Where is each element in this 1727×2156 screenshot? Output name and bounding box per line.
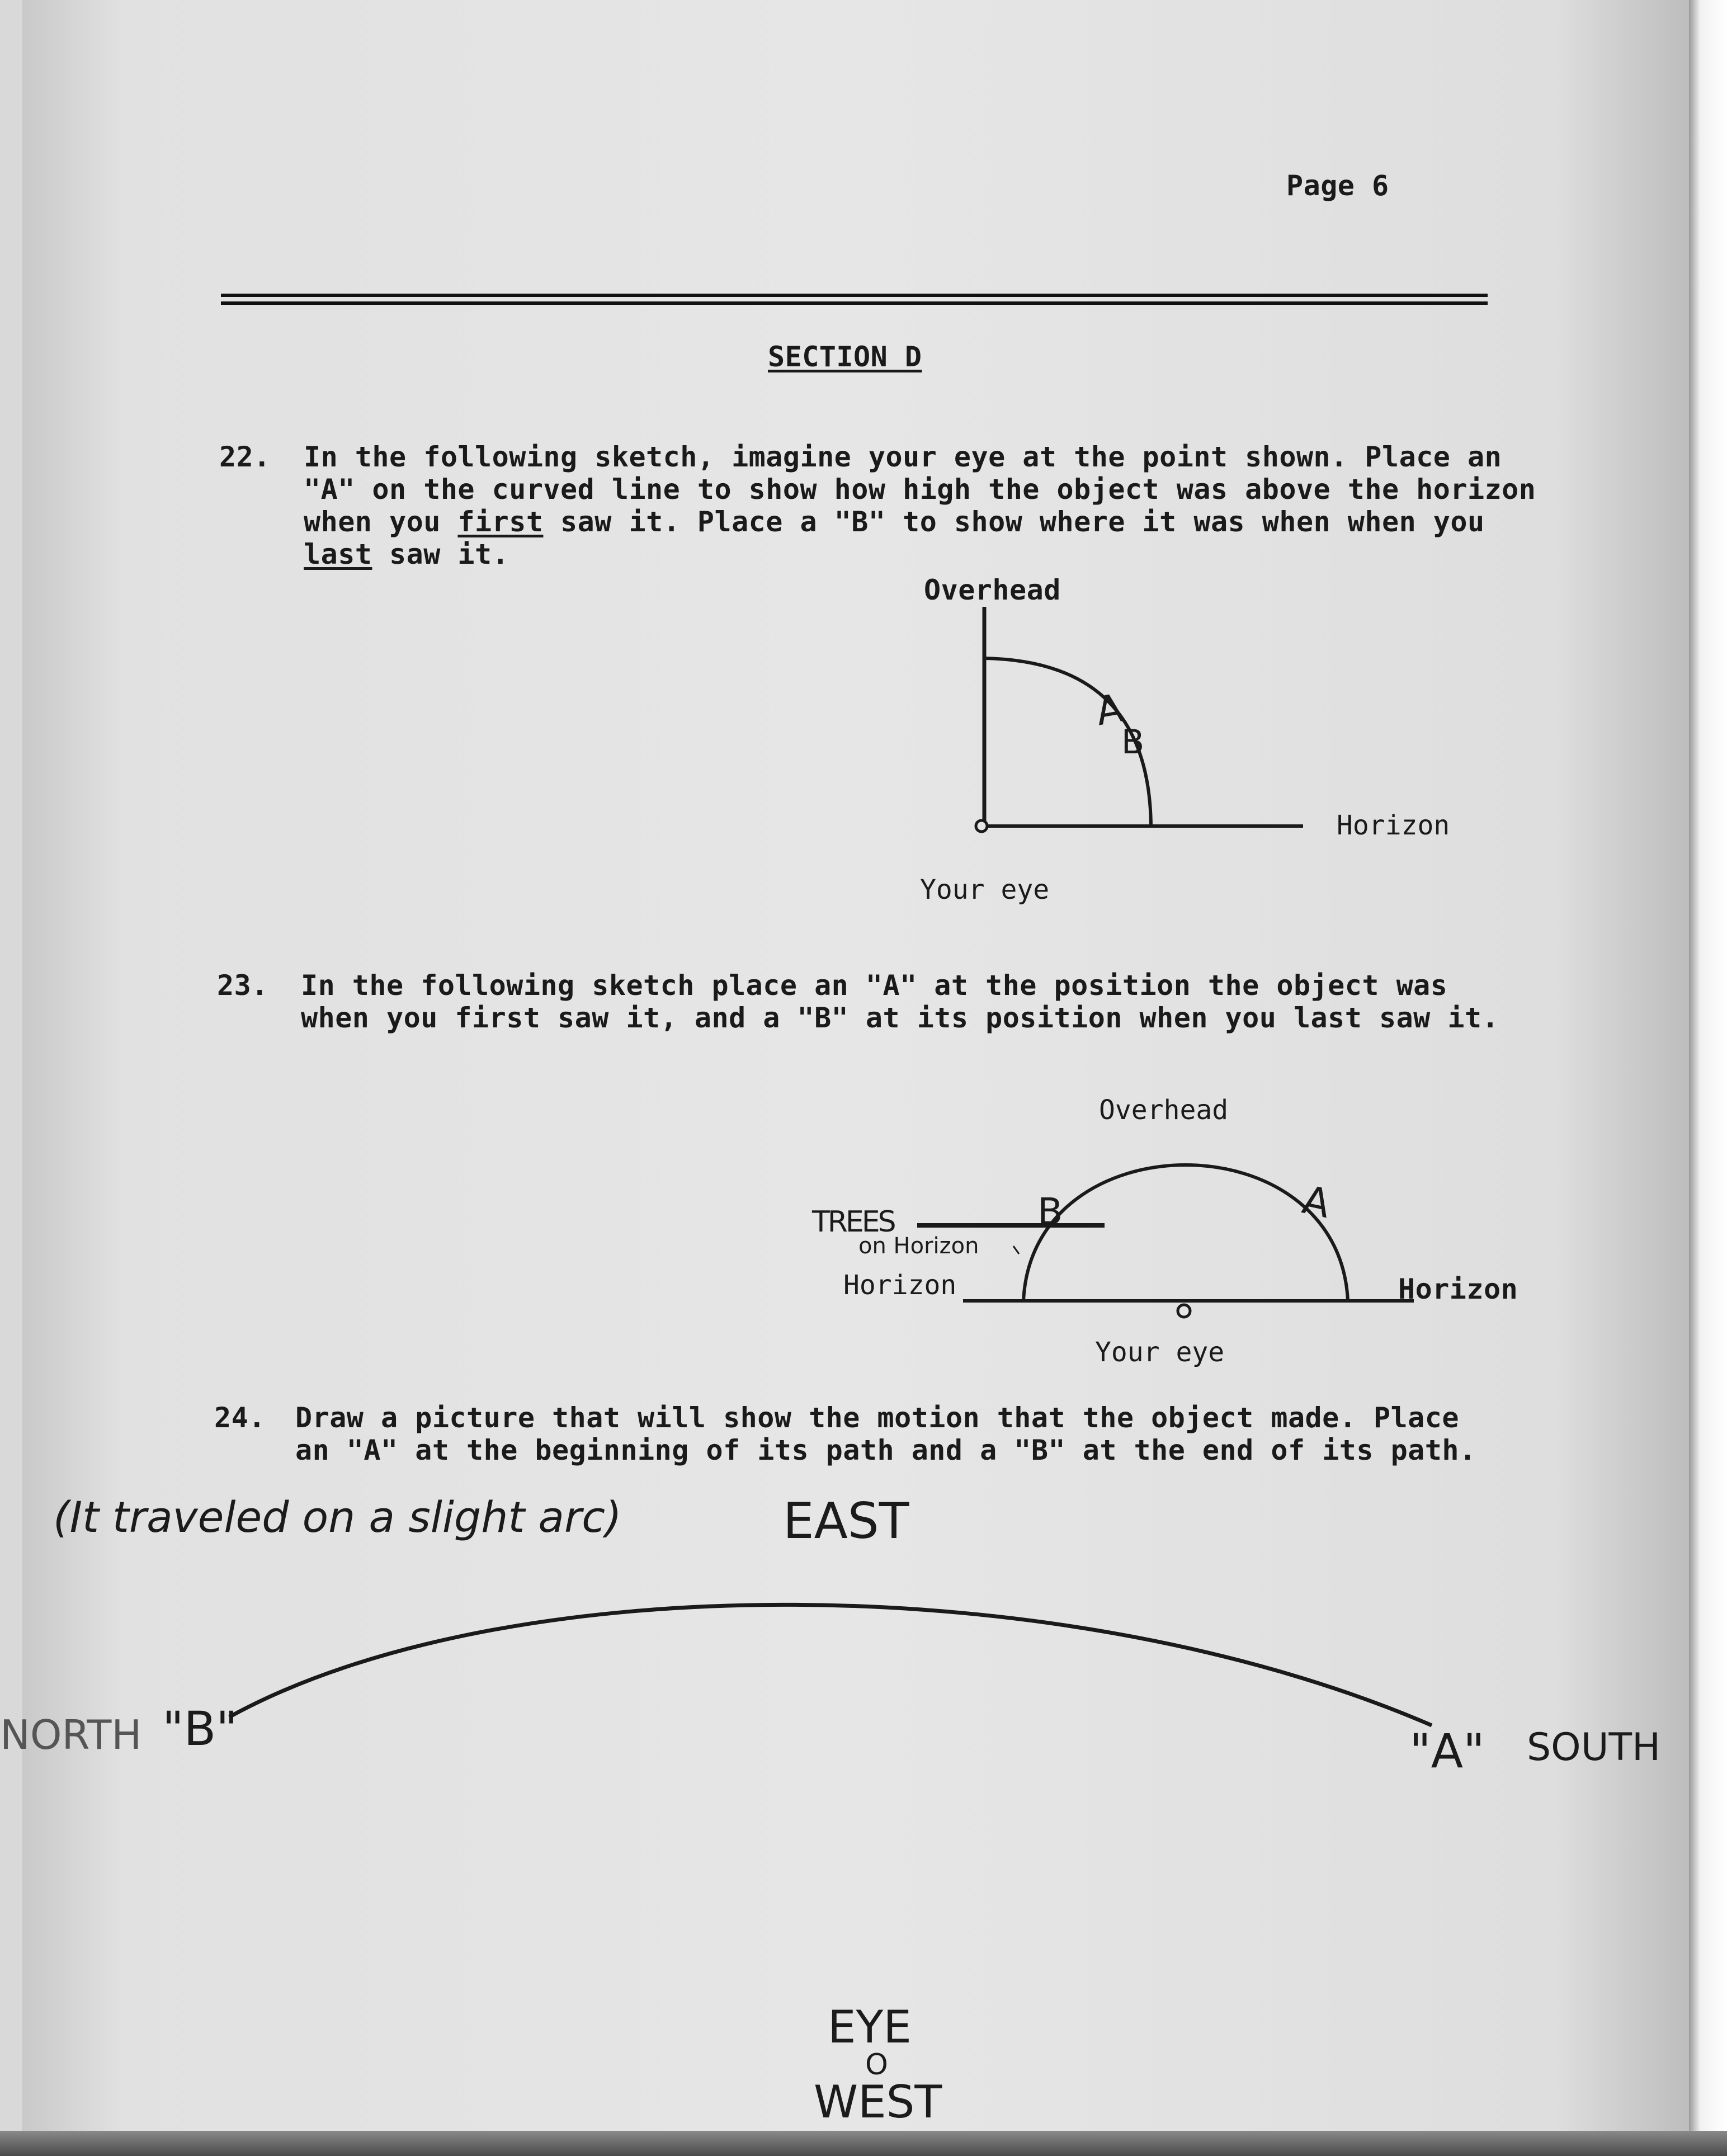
question-23-number: 23. (217, 969, 268, 1002)
question-23-line-1: In the following sketch place an "A" at the position the object was (301, 969, 1448, 1002)
q22-sky-arc (984, 658, 1151, 826)
q24-handwritten-west: WEST (814, 2076, 942, 2128)
section-title: SECTION D (768, 341, 922, 373)
q23-sky-arc (1023, 1165, 1348, 1301)
q22-last-underlined: last (304, 538, 372, 570)
question-24-line-1: Draw a picture that will show the motion that the object made. Place (295, 1402, 1459, 1434)
question-23-line-2: when you first saw it, and a "B" at its position when you last saw it. (301, 1002, 1499, 1034)
q23-trees-pointer (1023, 1275, 1026, 1296)
q22-eye-point (976, 820, 987, 832)
question-22-number: 22. (219, 441, 271, 473)
q23-handwritten-trees-note: on Horizon (858, 1233, 979, 1259)
q24-handwritten-north: NORTH (0, 1711, 142, 1758)
q23-horizon-left-label: Horizon (843, 1270, 957, 1301)
q23-handwritten-trees: TREES (812, 1205, 894, 1239)
q23-horizon-right-label: Horizon (1398, 1273, 1518, 1305)
q22-line-3-end: saw it. Place a "B" to show where it was when when you (543, 506, 1485, 538)
q22-horizon-label: Horizon (1337, 810, 1450, 841)
question-22-line-2: "A" on the curved line to show how high the object was above the horizon (304, 473, 1536, 506)
question-24-line-2: an "A" at the beginning of its path and a "B" at the end of its path. (295, 1434, 1476, 1466)
page-number: Page 6 (1286, 169, 1389, 202)
q23-handwritten-b: B (1037, 1190, 1063, 1233)
q22-your-eye-label: Your eye (920, 874, 1050, 905)
q23-your-eye-label: Your eye (1095, 1337, 1225, 1368)
q22-handwritten-a: A (1092, 685, 1127, 735)
q24-handwritten-eye-symbol: O (865, 2048, 888, 2082)
q24-handwritten-a: "A" (1409, 1724, 1485, 1778)
q24-handwritten-south: SOUTH (1527, 1725, 1661, 1770)
q24-handwritten-note: (It traveled on a slight arc) (53, 1492, 622, 1542)
q24-handwritten-eye: EYE (828, 2001, 912, 2053)
q22-overhead-label: Overhead (924, 574, 1061, 606)
question-24-number: 24. (214, 1402, 266, 1434)
q24-handwritten-east: EAST (783, 1492, 909, 1550)
q23-eye-point (1178, 1305, 1190, 1317)
q23-overhead-label: Overhead (1099, 1094, 1229, 1126)
q22-line-4-end: saw it. (372, 538, 509, 570)
q24-object-path-arc (229, 1605, 1432, 1725)
q22-handwritten-b: B (1121, 723, 1145, 762)
q23-trees-note-arrow (1013, 1246, 1019, 1254)
question-22-line-1: In the following sketch, imagine your eye at the point shown. Place an (304, 441, 1502, 473)
q22-line-3-start: when you (304, 506, 458, 538)
q22-first-underlined: first (457, 506, 544, 538)
q24-handwritten-b: "B" (162, 1701, 238, 1756)
q23-handwritten-a: A (1298, 1176, 1334, 1228)
